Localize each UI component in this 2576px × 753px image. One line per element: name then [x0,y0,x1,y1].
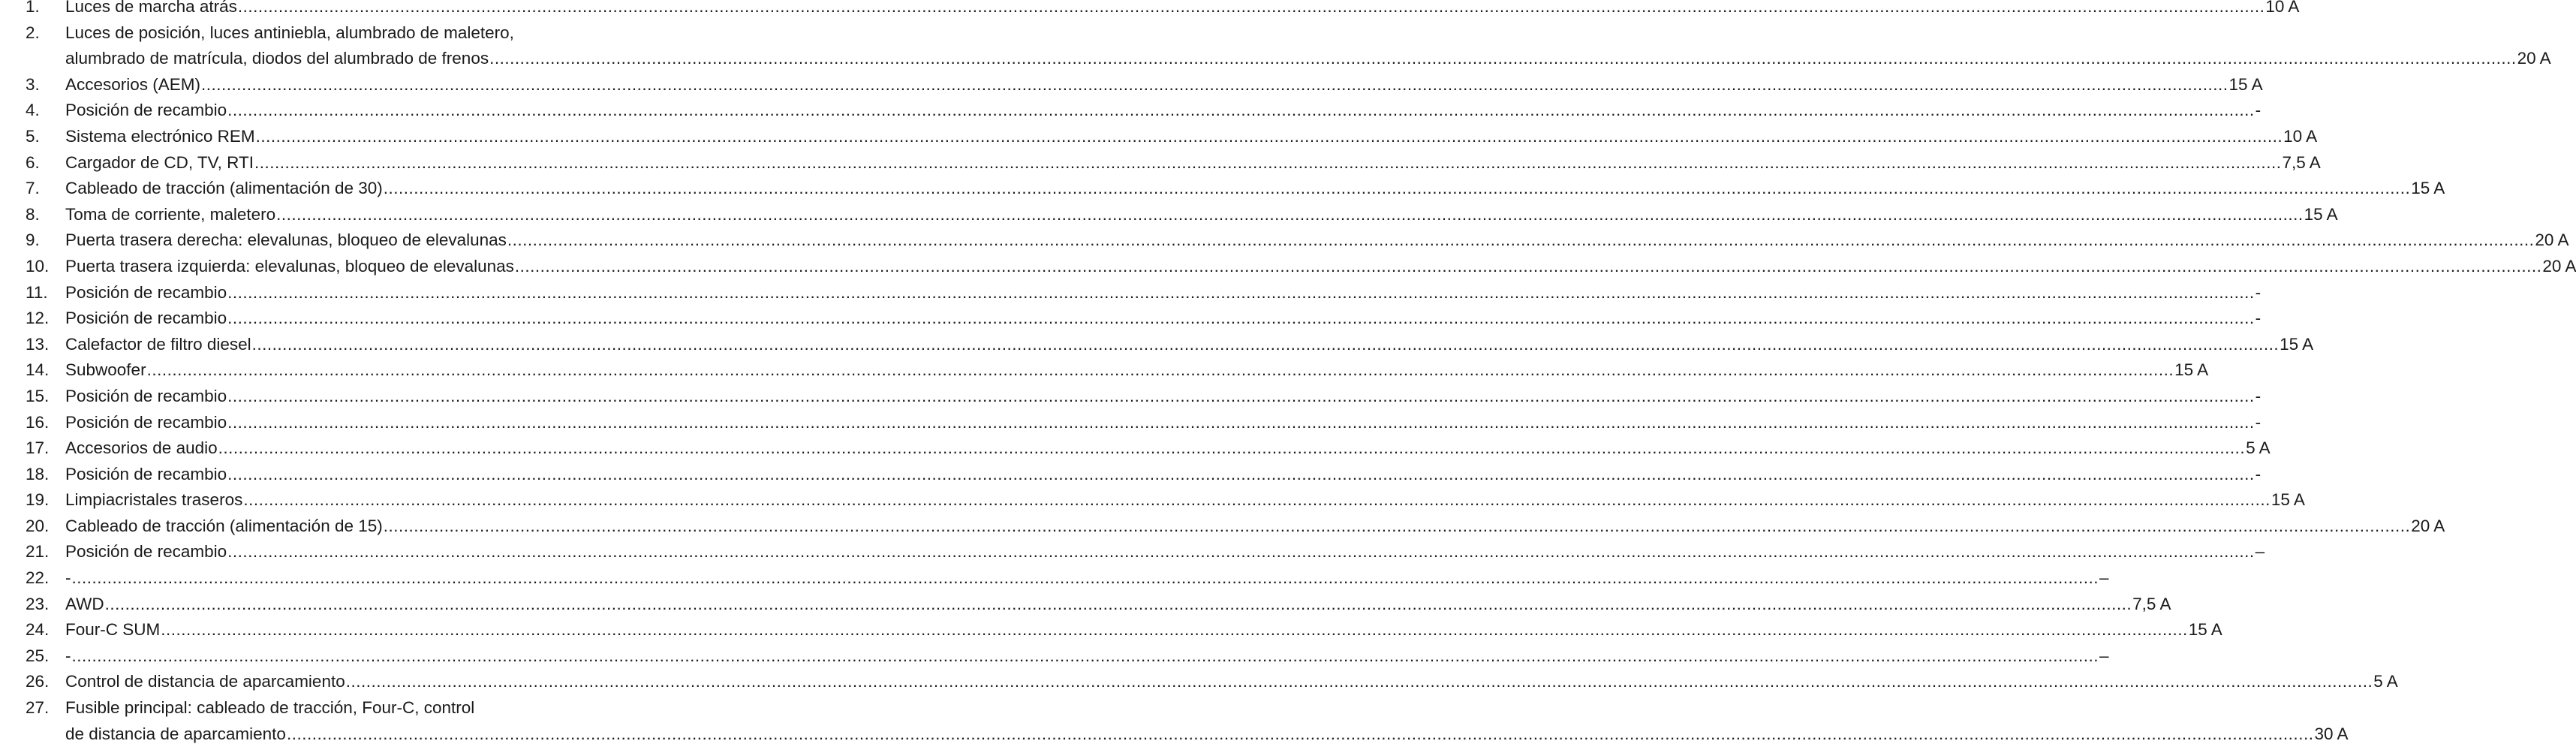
fuse-entry [65,617,2222,643]
fuse-number: 27. [26,698,50,718]
fuse-amperage: – [2099,646,2109,665]
fuse-description: Subwoofer [65,360,146,380]
fuse-number: 1. [26,0,40,16]
fuse-row [0,202,2338,228]
fuse-row [0,254,2576,280]
fuse-number: 17. [26,438,50,458]
fuse-amperage: 15 A [2411,179,2445,198]
fuse-number: 22. [26,568,50,588]
fuse-row [0,592,2171,618]
fuse-number: 2. [26,23,40,42]
fuse-leader-line [65,202,2338,228]
fuse-description: Puerta trasera derecha: elevalunas, bloqueo de elevalunas [65,230,507,250]
fuse-number: 6. [26,152,40,172]
fuse-entry [65,357,2209,384]
fuse-number: 7. [26,179,40,198]
fuse-description: Posición de recambio [65,464,227,483]
leader-dots: ................................................................................................................................................................................................................................................................................................................................................................................................................ [514,256,2542,276]
fuse-description-first-line: Fusible principal: cableado de tracción, Four-C, control [65,698,475,718]
fuse-amperage: 15 A [2280,334,2314,354]
leader-dots: ................................................................................................................................................................................................................................................................................................................................................................................................................ [276,204,2304,224]
fuse-amperage: 5 A [2246,438,2271,458]
fuse-leader-line [65,643,2109,670]
fuse-amperage: 7,5 A [2282,152,2321,172]
fuse-leader-line [65,332,2314,358]
fuse-number: 16. [26,412,50,432]
fuse-row [0,0,2300,20]
fuse-leader-line [65,357,2209,384]
fuse-row [0,695,2349,747]
fuse-description: Toma de corriente, maletero [65,204,276,224]
fuse-description: - [65,646,71,665]
fuse-leader-line [65,46,2551,72]
fuse-number: 20. [26,516,50,535]
fuse-entry [65,514,2445,540]
fuse-row [0,514,2445,540]
leader-dots: ................................................................................................................................................................................................................................................................................................................................................................................................................ [345,672,2373,691]
fuse-entry [65,150,2321,176]
fuse-amperage: – [2099,568,2109,588]
fuse-number: 23. [26,594,50,613]
fuse-entry [65,124,2318,150]
leader-dots: ................................................................................................................................................................................................................................................................................................................................................................................................................ [146,360,2174,380]
fuse-description: Accesorios de audio [65,438,218,458]
fuse-description: Cableado de tracción (alimentación de 30) [65,179,383,198]
fuse-number: 14. [26,360,50,380]
fuse-leader-line [65,462,2262,488]
fuse-leader-line [65,227,2569,254]
fuse-row [0,487,2305,514]
fuse-leader-line [65,176,2445,202]
fuse-amperage: - [2255,101,2262,120]
leader-dots: ................................................................................................................................................................................................................................................................................................................................................................................................................ [71,646,2099,665]
fuse-description: Posición de recambio [65,101,227,120]
leader-dots: ................................................................................................................................................................................................................................................................................................................................................................................................................ [489,49,2517,68]
fuse-entry [65,462,2262,488]
fuse-entry [65,384,2262,410]
leader-dots: ................................................................................................................................................................................................................................................................................................................................................................................................................ [507,230,2535,250]
leader-dots: ................................................................................................................................................................................................................................................................................................................................................................................................................ [227,464,2255,483]
fuse-number: 18. [26,464,50,483]
fuse-amperage: 10 A [2265,0,2300,16]
fuse-amperage: 20 A [2535,230,2569,250]
fuse-leader-line [65,617,2222,643]
leader-dots: ................................................................................................................................................................................................................................................................................................................................................................................................................ [286,724,2314,743]
fuse-entry [65,98,2262,124]
fuse-amperage: 20 A [2411,516,2445,535]
fuse-entry [65,332,2314,358]
fuse-amperage: 15 A [2271,490,2305,510]
fuse-description: Luces de marcha atrás [65,0,237,16]
fuse-amperage: - [2255,386,2262,405]
fuse-leader-line [65,539,2265,565]
fuse-description: de distancia de aparcamiento [65,724,286,743]
leader-dots: ................................................................................................................................................................................................................................................................................................................................................................................................................ [237,0,2265,16]
fuse-entry [65,435,2271,462]
fuse-description: AWD [65,594,104,613]
fuse-number: 25. [26,646,50,665]
fuse-description-first-line: Luces de posición, luces antiniebla, alumbrado de maletero, [65,23,514,42]
fuse-number: 8. [26,204,40,224]
fuse-number: 21. [26,542,50,562]
fuse-row [0,384,2262,410]
fuse-entry [65,592,2171,618]
fuse-entry [65,695,2349,747]
fuse-entry [65,20,2551,72]
leader-dots: ................................................................................................................................................................................................................................................................................................................................................................................................................ [227,542,2255,562]
leader-dots: ................................................................................................................................................................................................................................................................................................................................................................................................................ [201,74,2228,94]
fuse-leader-line [65,124,2318,150]
fuse-row [0,150,2321,176]
fuse-amperage: 30 A [2314,724,2349,743]
fuse-row [0,565,2109,592]
fuse-entry [65,254,2576,280]
fuse-description: Posición de recambio [65,542,227,562]
leader-dots: ................................................................................................................................................................................................................................................................................................................................................................................................................ [243,490,2271,510]
fuse-number: 26. [26,672,50,691]
fuse-row [0,227,2569,254]
fuse-entry [65,306,2262,332]
fuse-amperage: 15 A [2188,620,2222,640]
fuse-description: Four-C SUM [65,620,161,640]
fuse-entry [65,176,2445,202]
fuse-description: Posición de recambio [65,309,227,328]
leader-dots: ................................................................................................................................................................................................................................................................................................................................................................................................................ [71,568,2099,588]
fuse-description: Control de distancia de aparcamiento [65,672,345,691]
fuse-row [0,539,2265,565]
fuse-row [0,280,2262,306]
fuse-number: 15. [26,386,50,405]
fuse-entry [65,410,2262,436]
fuse-description: Cableado de tracción (alimentación de 15) [65,516,383,535]
fuse-leader-line [65,669,2398,695]
fuse-leader-line [65,0,2300,20]
fuse-description: Posición de recambio [65,412,227,432]
fuse-amperage: 7,5 A [2132,594,2171,613]
fuse-entry [65,565,2109,592]
fuse-number: 10. [26,256,50,276]
fuse-leader-line [65,306,2262,332]
fuse-amperage: 15 A [2304,204,2338,224]
fuse-number: 11. [26,282,48,302]
fuse-leader-line [65,514,2445,540]
fuse-row [0,176,2445,202]
fuse-leader-line [65,384,2262,410]
fuse-row [0,20,2551,72]
fuse-row [0,72,2263,98]
leader-dots: ................................................................................................................................................................................................................................................................................................................................................................................................................ [227,412,2255,432]
fuse-leader-line [65,721,2349,748]
fuse-number: 13. [26,334,50,354]
fuse-entry [65,539,2265,565]
leader-dots: ................................................................................................................................................................................................................................................................................................................................................................................................................ [227,309,2255,328]
fuse-leader-line [65,410,2262,436]
fuse-amperage: 15 A [2228,74,2263,94]
fuse-entry [65,202,2338,228]
fuse-amperage: - [2255,282,2262,302]
fuse-row [0,306,2262,332]
fuse-leader-line [65,72,2263,98]
fuse-entry [65,0,2300,20]
fuse-leader-line [65,435,2271,462]
fuse-row [0,124,2318,150]
fuse-amperage: - [2255,464,2262,483]
fuse-entry [65,227,2569,254]
fuse-description: Calefactor de filtro diesel [65,334,251,354]
fuse-amperage: 20 A [2542,256,2576,276]
leader-dots: ................................................................................................................................................................................................................................................................................................................................................................................................................ [255,126,2283,146]
fuse-row [0,643,2109,670]
fuse-number: 12. [26,309,50,328]
leader-dots: ................................................................................................................................................................................................................................................................................................................................................................................................................ [254,152,2282,172]
fuse-row [0,435,2271,462]
fuse-number: 5. [26,126,40,146]
leader-dots: ................................................................................................................................................................................................................................................................................................................................................................................................................ [218,438,2246,458]
leader-dots: ................................................................................................................................................................................................................................................................................................................................................................................................................ [383,516,2411,535]
leader-dots: ................................................................................................................................................................................................................................................................................................................................................................................................................ [227,101,2255,120]
leader-dots: ................................................................................................................................................................................................................................................................................................................................................................................................................ [227,282,2255,302]
fuse-amperage: 15 A [2174,360,2209,380]
fuse-amperage: - [2255,412,2262,432]
fuse-leader-line [65,565,2109,592]
fuse-amperage: 5 A [2373,672,2398,691]
fuse-entry [65,487,2305,514]
fuse-row [0,617,2222,643]
fuse-amperage: - [2255,309,2262,328]
fuse-row [0,98,2262,124]
fuse-row [0,410,2262,436]
fuse-number: 9. [26,230,40,250]
fuse-description: alumbrado de matrícula, diodos del alumbrado de frenos [65,49,489,68]
fuse-entry [65,643,2109,670]
fuse-leader-line [65,280,2262,306]
fuse-leader-line [65,487,2305,514]
fuse-number: 19. [26,490,50,510]
fuse-amperage: 20 A [2517,49,2551,68]
leader-dots: ................................................................................................................................................................................................................................................................................................................................................................................................................ [227,386,2255,405]
fuse-description: Limpiacristales traseros [65,490,243,510]
leader-dots: ................................................................................................................................................................................................................................................................................................................................................................................................................ [251,334,2280,354]
fuse-number: 24. [26,620,50,640]
fuse-row [0,462,2262,488]
fuse-leader-line [65,254,2576,280]
fuse-number: 4. [26,101,40,120]
fuse-description: Posición de recambio [65,386,227,405]
fuse-description: Puerta trasera izquierda: elevalunas, bloqueo de elevalunas [65,256,514,276]
fuse-amperage: – [2255,542,2265,562]
leader-dots: ................................................................................................................................................................................................................................................................................................................................................................................................................ [383,179,2411,198]
fuse-row [0,357,2209,384]
fuse-leader-line [65,150,2321,176]
fuse-amperage: 10 A [2283,126,2318,146]
fuse-description: Cargador de CD, TV, RTI [65,152,254,172]
fuse-leader-line [65,592,2171,618]
fuse-description: Posición de recambio [65,282,227,302]
leader-dots: ................................................................................................................................................................................................................................................................................................................................................................................................................ [161,620,2188,640]
fuse-entry [65,72,2263,98]
fuse-row [0,669,2398,695]
fuse-leader-line [65,98,2262,124]
fuse-entry [65,280,2262,306]
fuse-entry [65,669,2398,695]
leader-dots: ................................................................................................................................................................................................................................................................................................................................................................................................................ [104,594,2132,613]
fuse-number: 3. [26,74,40,94]
fuse-description: Accesorios (AEM) [65,74,201,94]
fuse-description: - [65,568,71,588]
fuse-description: Sistema electrónico REM [65,126,255,146]
fuse-row [0,332,2314,358]
